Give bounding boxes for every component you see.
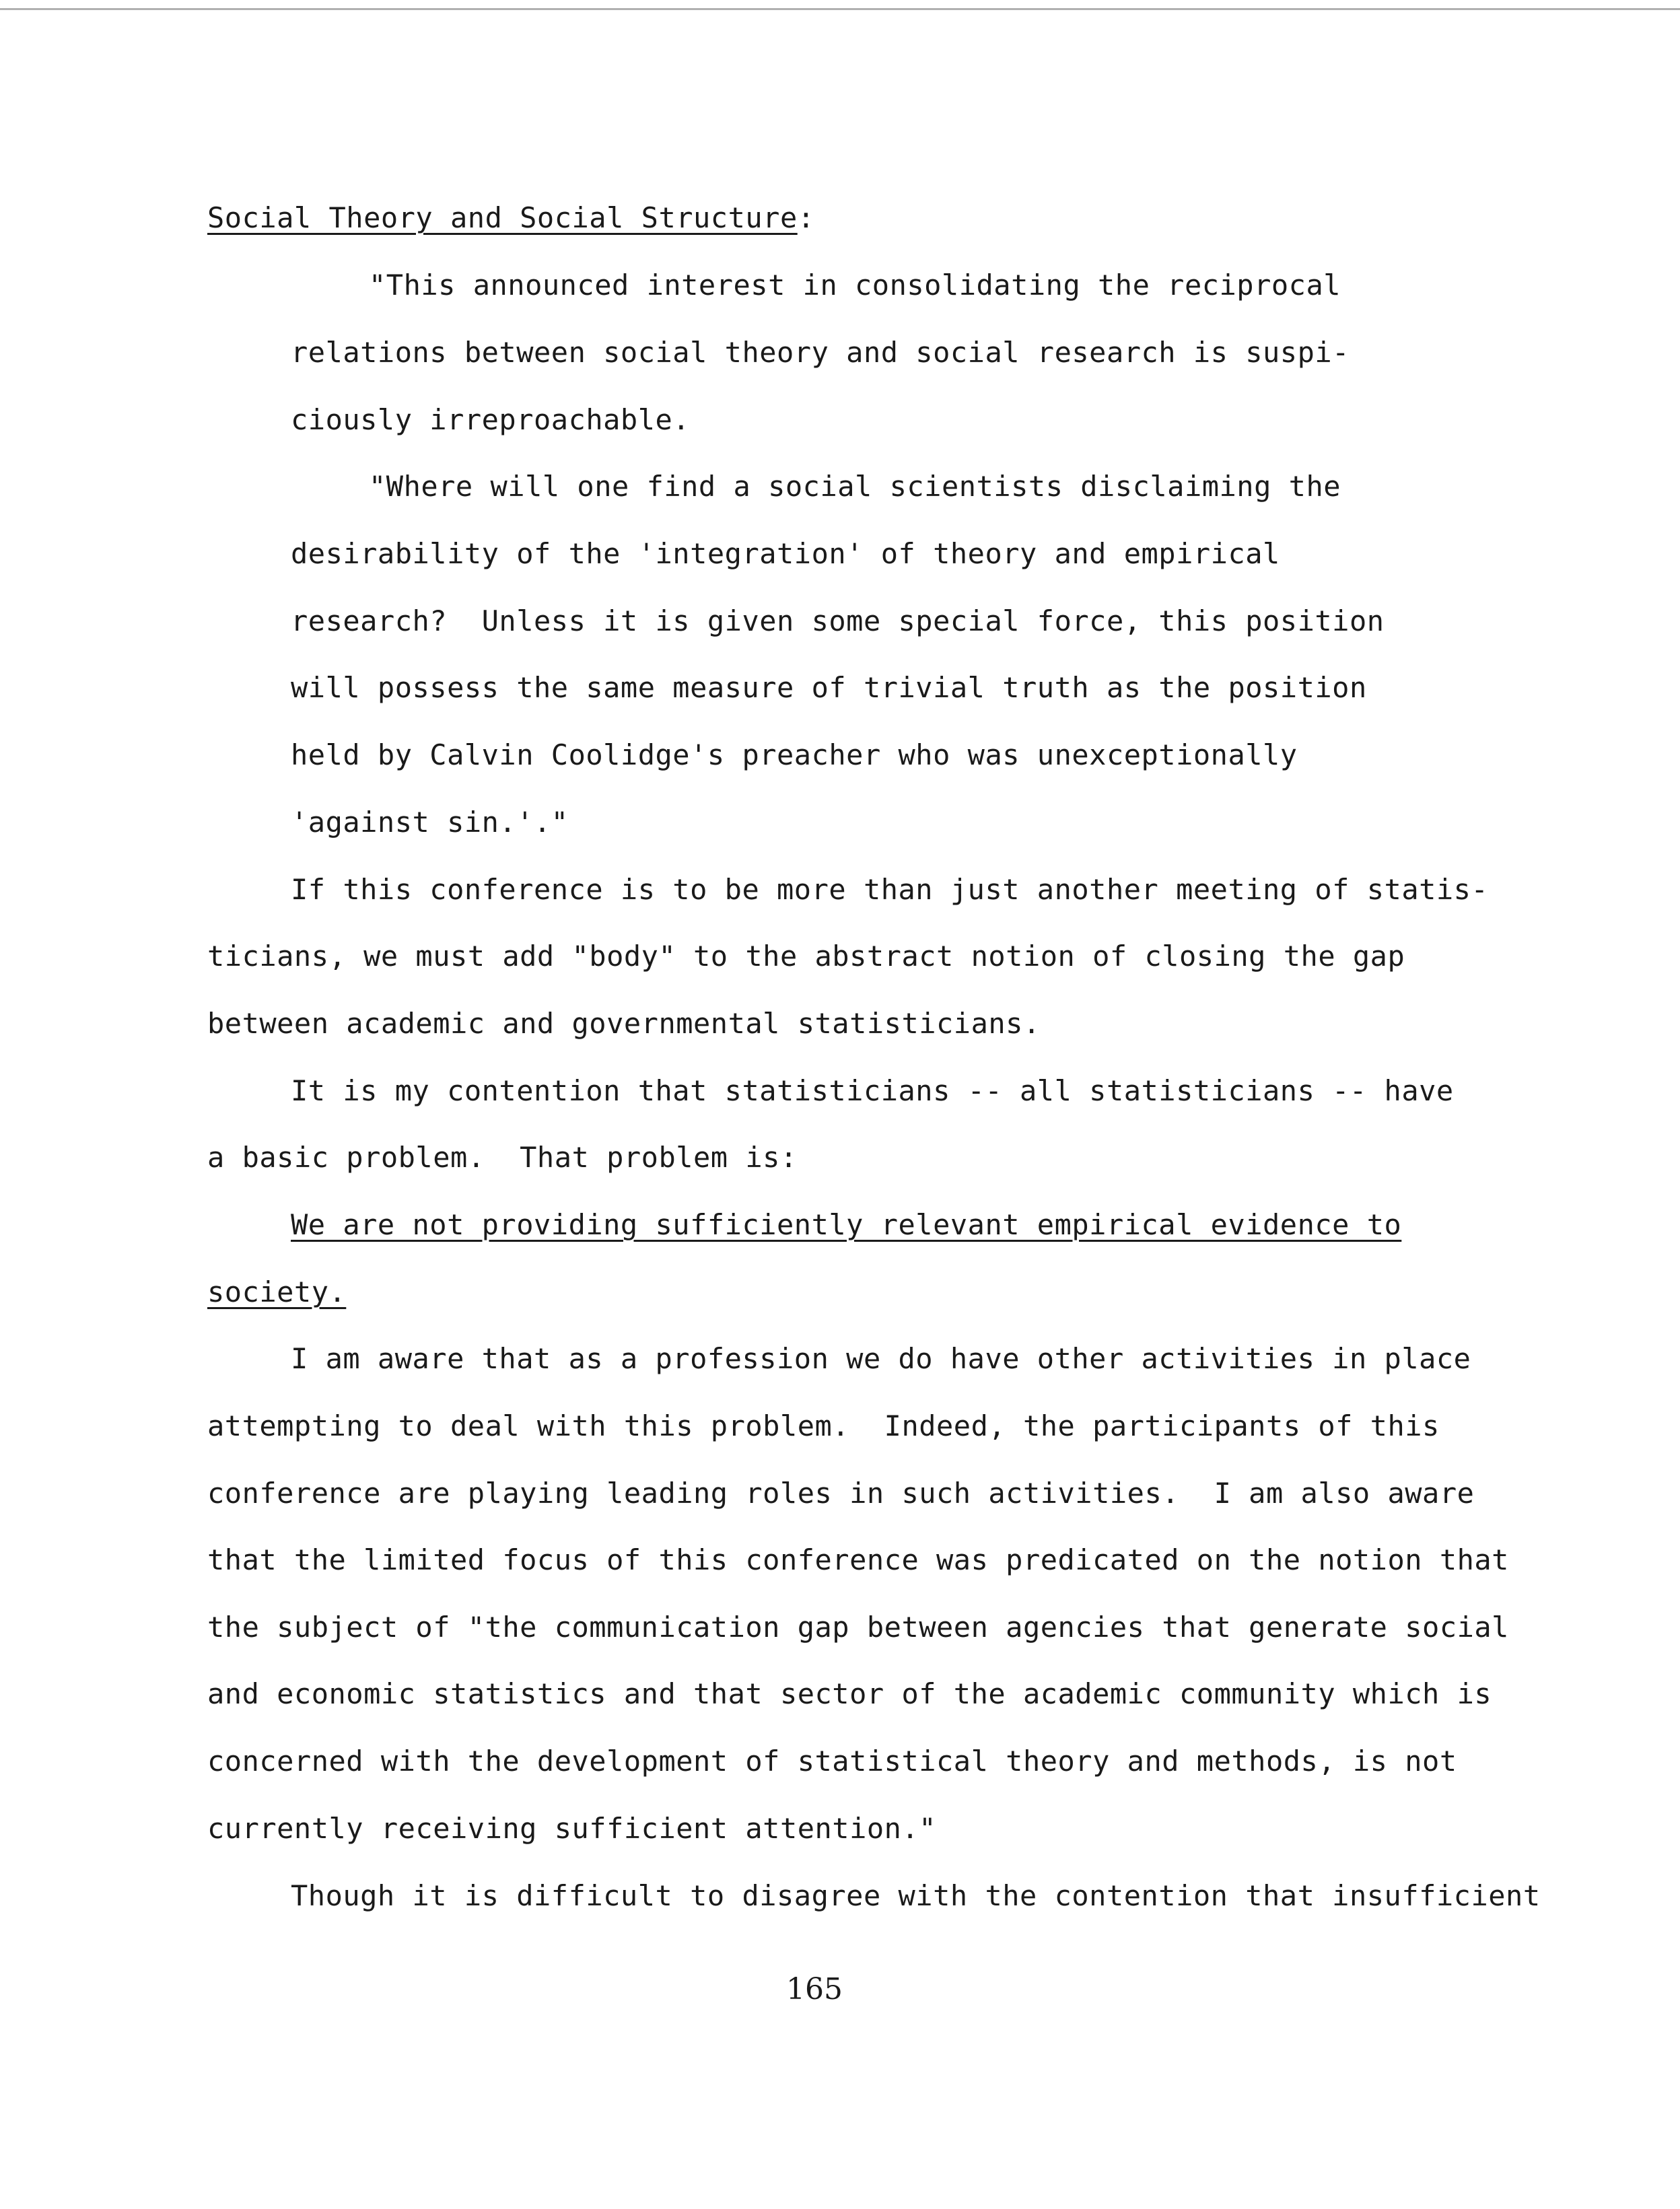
page-number: 165 <box>786 1972 843 2006</box>
quote2-line-1: "Where will one find a social scientists disclaiming the <box>369 470 1341 503</box>
para3-line-5: the subject of "the communication gap between agencies that generate social <box>207 1611 1509 1644</box>
para3-line-1: I am aware that as a profession we do have other activities in place <box>291 1342 1471 1375</box>
para3-line-4: that the limited focus of this conference was predicated on the notion that <box>207 1543 1509 1576</box>
quote2-line-6: 'against sin.'." <box>291 806 569 839</box>
para3-line-6: and economic statistics and that sector of the academic community which is <box>207 1677 1492 1710</box>
para2-line-1: It is my contention that statisticians -- all statisticians -- have <box>291 1074 1454 1107</box>
quote2-line-4: will possess the same measure of trivial truth as the position <box>291 671 1367 704</box>
para3-line-3: conference are playing leading roles in such activities. I am also aware <box>207 1477 1475 1510</box>
heading-colon: : <box>797 201 815 234</box>
para1-line-3: between academic and governmental statisticians. <box>207 1007 1041 1040</box>
para3-line-2: attempting to deal with this problem. Indeed, the participants of this <box>207 1409 1440 1442</box>
quote2-line-5: held by Calvin Coolidge's preacher who was unexceptionally <box>291 738 1298 771</box>
para3-line-7: concerned with the development of statistical theory and methods, is not <box>207 1745 1457 1778</box>
section-heading <box>207 201 815 236</box>
quote1-line-1: "This announced interest in consolidating the reciprocal <box>369 269 1341 302</box>
para3-line-8: currently receiving sufficient attention." <box>207 1812 937 1845</box>
para2-line-2: a basic problem. That problem is: <box>207 1141 798 1174</box>
para4-line-1: Though it is difficult to disagree with the contention that insufficient <box>291 1879 1541 1912</box>
quote2-line-3: research? Unless it is given some special force, this position <box>291 604 1385 637</box>
emphasis-line-2: society. <box>207 1275 347 1308</box>
quote2-line-2: desirability of the 'integration' of theory and empirical <box>291 537 1280 570</box>
para1-line-2: ticians, we must add "body" to the abstract notion of closing the gap <box>207 940 1405 973</box>
emphasis-line-1: We are not providing sufficiently relevant empirical evidence to <box>291 1208 1402 1241</box>
quote1-line-2: relations between social theory and social research is suspi- <box>291 336 1350 369</box>
para1-line-1: If this conference is to be more than just another meeting of statis- <box>291 873 1489 906</box>
quote1-line-3: ciously irreproachable. <box>291 403 691 436</box>
scan-top-rule <box>0 8 1680 10</box>
heading-text: Social Theory and Social Structure <box>207 201 798 234</box>
